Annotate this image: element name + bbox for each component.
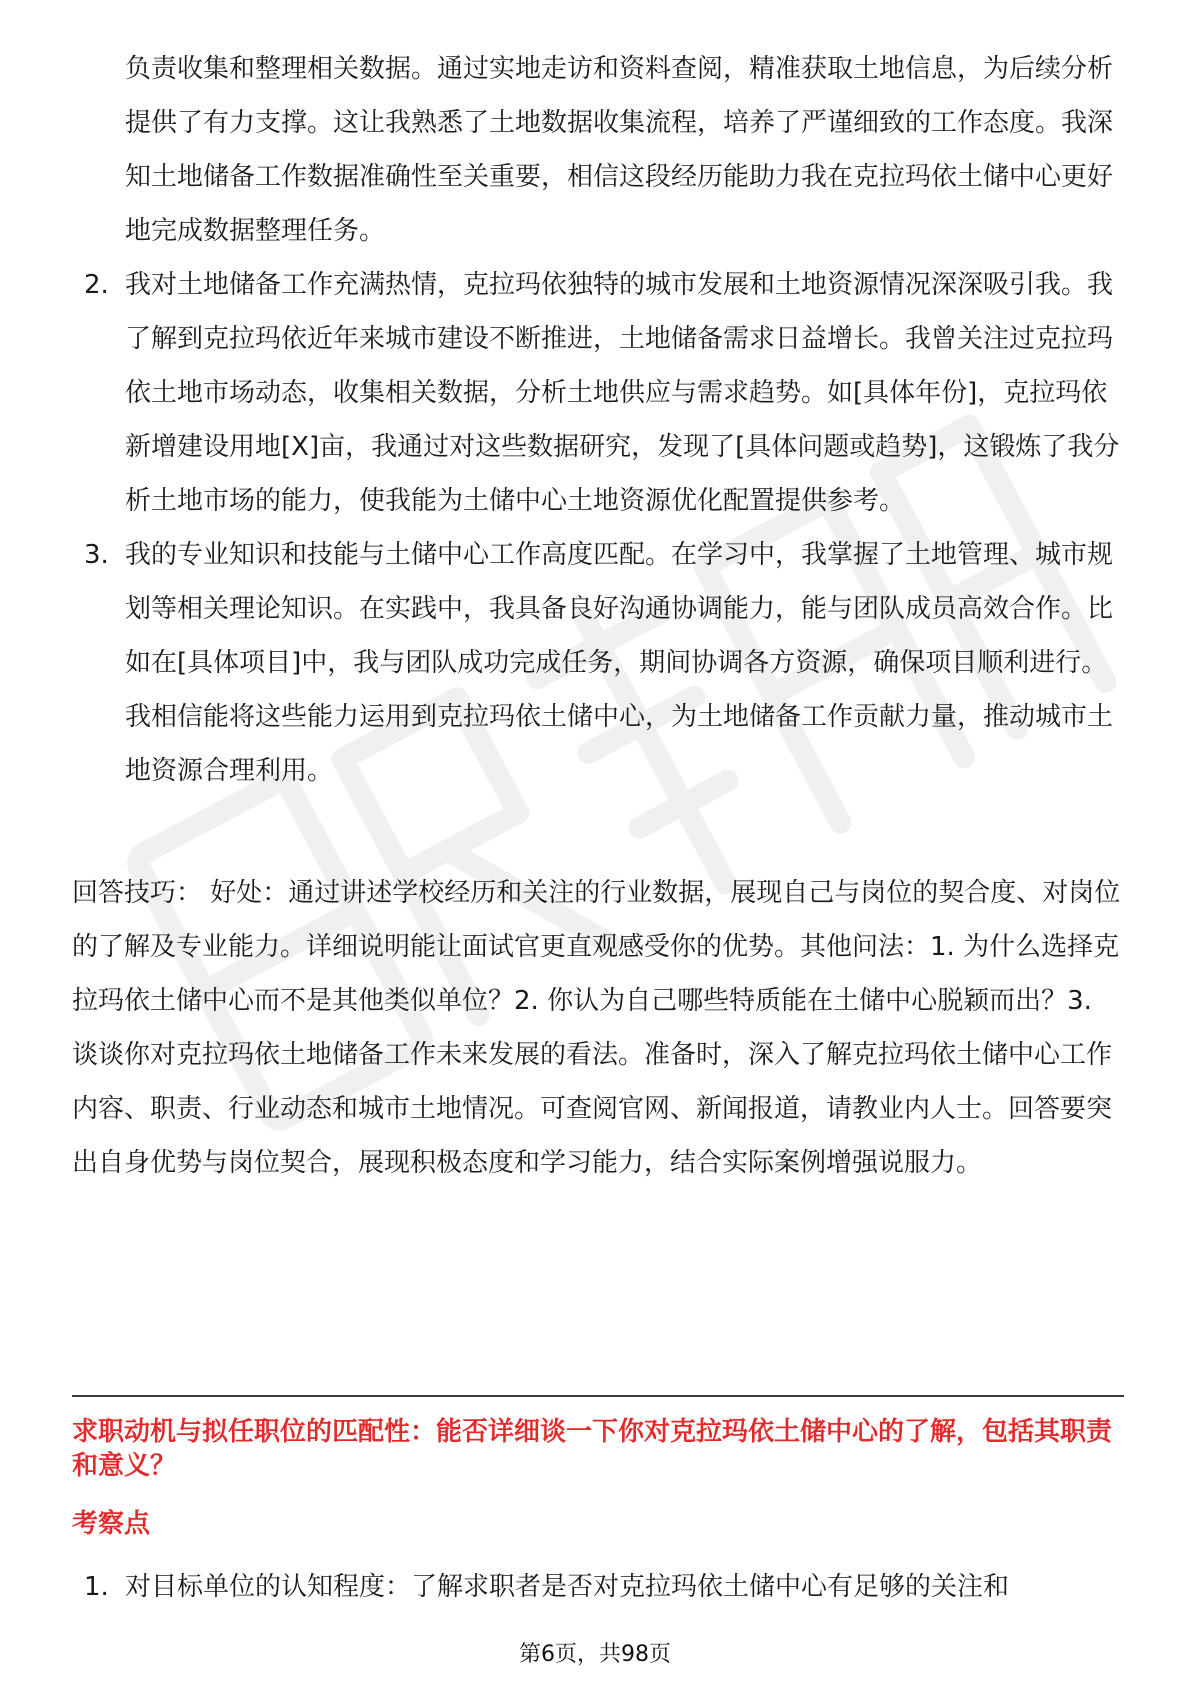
list-item (0, 1560, 1120, 1614)
list-item (0, 528, 1120, 798)
list-item-text: 负责收集和整理相关数据。通过实地走访和资料查阅，精准获取土地信息，为后续分析提供了有力支撑。这让我熟悉了土地数据收集流程，培养了严谨细致的工作态度。我深知土地储备工作数据准确性至关重要，相信这段经历能助力我在克拉玛依土储中心更好地完成数据整理任务。 (125, 54, 1114, 246)
answer-list (0, 42, 1190, 798)
section-divider (72, 1395, 1124, 1397)
list-item (0, 258, 1120, 528)
list-item-number: 1. (84, 1572, 109, 1602)
list-item-text: 我的专业知识和技能与土储中心工作高度匹配。在学习中，我掌握了土地管理、城市规划等相关理论知识。在实践中，我具备良好沟通协调能力，能与团队成员高效合作。比如在[具体项目]中，我与团队成功完成任务，期间协调各方资源，确保项目顺利进行。我相信能将这些能力运用到克拉玛依土储中心，为土地储备工作贡献力量，推动城市土地资源合理利用。 (125, 540, 1114, 786)
page-footer: 第6页，共98页 (519, 1642, 671, 1667)
section-heading: 考察点 (72, 1509, 151, 1539)
list-item-text: 对目标单位的认知程度：了解求职者是否对克拉玛依土储中心有足够的关注和 (125, 1572, 1010, 1602)
answer-tips-paragraph: 回答技巧： 好处：通过讲述学校经历和关注的行业数据，展现自己与岗位的契合度、对岗位的了解及专业能力。详细说明能让面试官更直观感受你的优势。其他问法：1. 为什么选择克拉玛依土储中心而不是其他类似单位？2. 你认为自己哪些特质能在土储中心脱颖而出？3. 谈谈你对克拉玛依土地储备工作未来发展的看法。准备时，深入了解克拉玛依土储中心工作内容、职责、行业动态和城市土地情况。可查阅官网、新闻报道，请教业内人士。回答要突出自身优势与岗位契合，展现积极态度和学习能力，结合实际案例增强说服力。 (72, 878, 1121, 1178)
list-item-number: 3. (84, 540, 109, 570)
list-item-text: 我对土地储备工作充满热情，克拉玛依独特的城市发展和土地资源情况深深吸引我。我了解到克拉玛依近年来城市建设不断推进，土地储备需求日益增长。我曾关注过克拉玛依土地市场动态，收集相关数据，分析土地供应与需求趋势。如[具体年份]，克拉玛依新增建设用地[X]亩，我通过对这些数据研究，发现了[具体问题或趋势]，这锻炼了我分析土地市场的能力，使我能为土储中心土地资源优化配置提供参考。 (125, 270, 1120, 516)
assessment-list (0, 1560, 1190, 1614)
question-heading: 求职动机与拟任职位的匹配性：能否详细谈一下你对克拉玛依土储中心的了解，包括其职责和意义？ (72, 1417, 1113, 1481)
list-item (0, 42, 1120, 258)
list-item-number: 2. (84, 270, 109, 300)
